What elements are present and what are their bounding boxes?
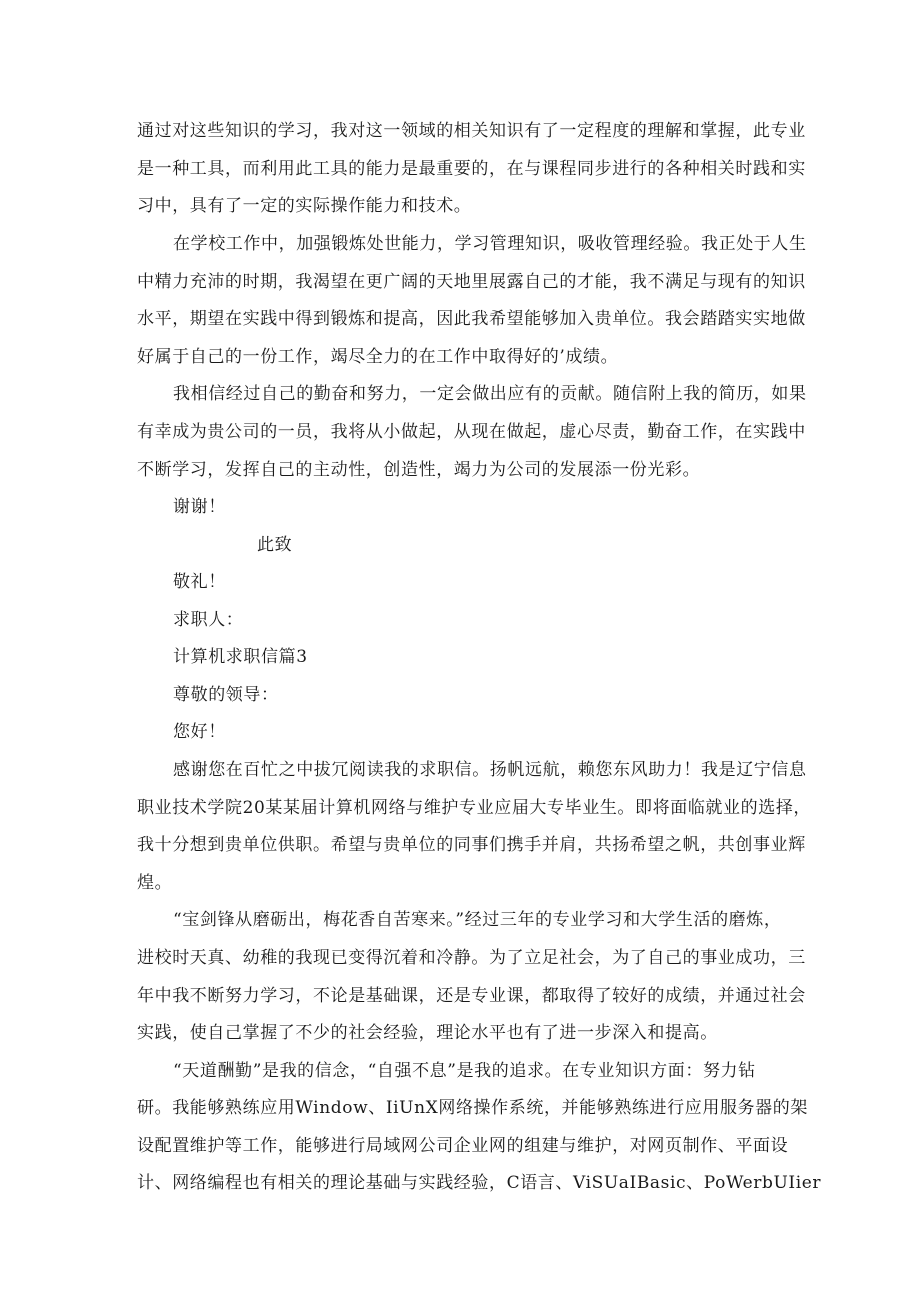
paragraph-line: 设配置维护等工作，能够进行局域网公司企业网的组建与维护，对网页制作、平面设 bbox=[137, 1136, 789, 1156]
section-heading: 计算机求职信篇3 bbox=[173, 647, 308, 667]
paragraph-line: 通过对这些知识的学习，我对这一领域的相关知识有了一定程度的理解和掌握，此专业 bbox=[137, 121, 806, 141]
signature-line: 求职人： bbox=[173, 610, 244, 630]
paragraph-line: 进校时天真、幼稚的我现已变得沉着和冷静。为了立足社会，为了自己的事业成功，三 bbox=[137, 948, 806, 968]
paragraph-line: 不断学习，发挥自己的主动性，创造性，竭力为公司的发展添一份光彩。 bbox=[137, 460, 701, 480]
paragraph-line: 是一种工具，而利用此工具的能力是最重要的，在与课程同步进行的各种相关时践和实 bbox=[137, 159, 806, 179]
paragraph-line: 感谢您在百忙之中拔冗阅读我的求职信。扬帆远航，赖您东风助力！我是辽宁信息 bbox=[173, 760, 807, 780]
paragraph-line: 煌。 bbox=[137, 873, 173, 893]
paragraph-line: 中精力充沛的时期，我渴望在更广阔的天地里展露自己的才能，我不满足与现有的知识 bbox=[137, 272, 806, 292]
paragraph-line: 我相信经过自己的勤奋和努力，一定会做出应有的贡献。随信附上我的简历，如果 bbox=[173, 384, 807, 404]
greeting-line: 您好！ bbox=[173, 722, 226, 742]
closing-line: 此致 bbox=[257, 535, 293, 555]
paragraph-line: 我十分想到贵单位供职。希望与贵单位的同事们携手并肩，共扬希望之帆，共创事业辉 bbox=[137, 835, 806, 855]
paragraph-line: 习中，具有了一定的实际操作能力和技术。 bbox=[137, 196, 472, 216]
paragraph-line: 好属于自己的一份工作，竭尽全力的在工作中取得好的’成绩。 bbox=[137, 347, 619, 367]
paragraph-line: 实践，使自己掌握了不少的社会经验，理论水平也有了进一步深入和提高。 bbox=[137, 1023, 718, 1043]
greeting-line: 尊敬的领导： bbox=[173, 685, 279, 705]
paragraph-line: 研。我能够熟练应用Window、IiUnX网络操作系统，并能够熟练进行应用服务器的架 bbox=[137, 1098, 808, 1118]
paragraph-line: “天道酬勤”是我的信念，“自强不息”是我的追求。在专业知识方面：努力钻 bbox=[173, 1061, 756, 1081]
paragraph-line: 水平，期望在实践中得到锻炼和提高，因此我希望能够加入贵单位。我会踏踏实实地做 bbox=[137, 309, 806, 329]
thanks-line: 谢谢！ bbox=[173, 497, 226, 517]
paragraph-line: 有幸成为贵公司的一员，我将从小做起，从现在做起，虚心尽责，勤奋工作，在实践中 bbox=[137, 422, 806, 442]
paragraph-line: 计、网络编程也有相关的理论基础与实践经验，C语言、ViSUaIBasic、PoWerbUIier bbox=[137, 1173, 822, 1193]
paragraph-line: 职业技术学院20某某届计算机网络与维护专业应届大专毕业生。即将面临就业的选择， bbox=[137, 798, 812, 818]
salute-line: 敬礼！ bbox=[173, 572, 226, 592]
paragraph-line: “宝剑锋从磨砺出，梅花香自苦寒来。”经过三年的专业学习和大学生活的磨炼， bbox=[173, 910, 782, 930]
paragraph-line: 年中我不断努力学习，不论是基础课，还是专业课，都取得了较好的成绩，并通过社会 bbox=[137, 986, 806, 1006]
paragraph-line: 在学校工作中，加强锻炼处世能力，学习管理知识，吸收管理经验。我正处于人生 bbox=[173, 234, 807, 254]
